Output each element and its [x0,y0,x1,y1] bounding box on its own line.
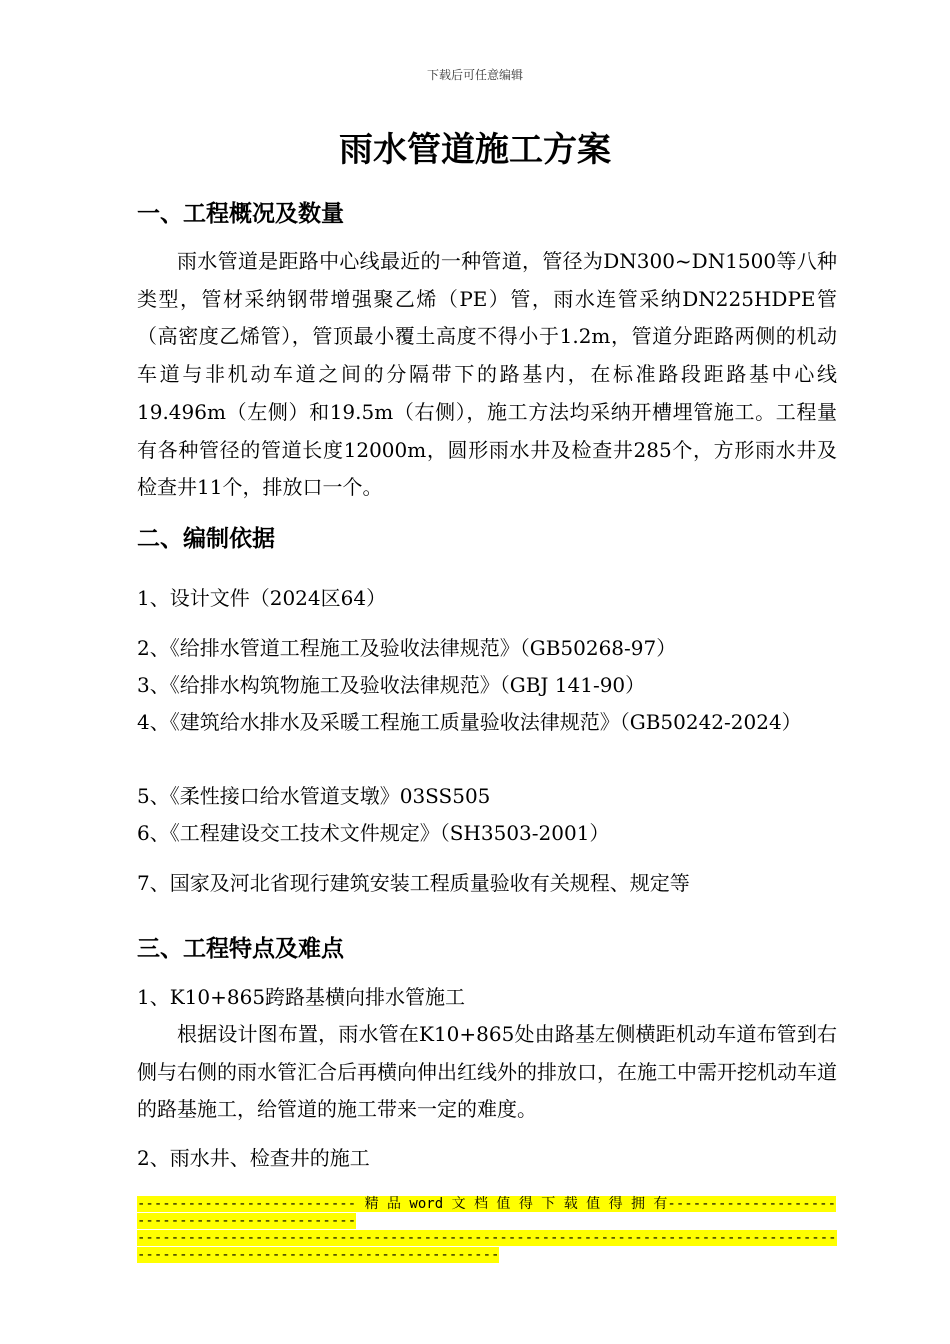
section1-heading: 一、工程概况及数量 [137,201,344,227]
section3-heading: 三、工程特点及难点 [137,936,344,962]
footer-line-1: -------------------------- 精 品 word 文 档 值 得 下 载 值 得 拥 有---------------------------------------------- [137,1196,837,1229]
document-title: 雨水管道施工方案 [339,130,611,170]
basis-item-4: 4、《建筑给水排水及采暖工程施工质量验收法律规范》（GB50242-2024） [137,710,802,734]
basis-item-5: 5、《柔性接口给水管道支墩》03SS505 [137,784,491,808]
basis-item-2: 2、《给排水管道工程施工及验收法律规范》（GB50268-97） [137,636,677,660]
footer-line-2: ------------------------------------------------------------------------------------------------------------------------------ [137,1230,837,1263]
footer-banner [137,1196,837,1264]
section3-subheading-1: 1、K10+865跨路基横向排水管施工 [137,985,466,1009]
basis-item-6: 6、《工程建设交工技术文件规定》（SH3503-2001） [137,821,610,845]
section2-heading: 二、编制依据 [137,526,275,552]
basis-item-3: 3、《给排水构筑物施工及验收法律规范》（GBJ 141-90） [137,673,646,697]
header-note: 下载后可任意编辑 [426,68,523,82]
basis-item-1: 1、设计文件（2024区64） [137,586,387,610]
section3-paragraph: 根据设计图布置，雨水管在K10+865处由路基左侧横距机动车道布管到右侧与右侧的雨水管汇合后再横向伸出红线外的排放口，在施工中需开挖机动车道的路基施工，给管道的施工带来一定的难度。 [137,1022,837,1122]
section3-subheading-2: 2、雨水井、检查井的施工 [137,1146,370,1170]
basis-item-7: 7、国家及河北省现行建筑安装工程质量验收有关规程、规定等 [137,871,690,895]
section1-paragraph: 雨水管道是距路中心线最近的一种管道，管径为DN300~DN1500等八种类型，管材采纳钢带增强聚乙烯（PE）管，雨水连管采纳DN225HDPE管（高密度乙烯管），管顶最小覆土高度不得小于1.2m，管道分距路两侧的机动车道与非机动车道之间的分隔带下的路基内，在标准路段距路基中心线19.496m（左侧）和19.5m（右侧），施工方法均采纳开槽埋管施工。工程量有各种管径的管道长度12000m，圆形雨水井及检查井285个，方形雨水井及检查井11个，排放口一个。 [137,249,837,500]
